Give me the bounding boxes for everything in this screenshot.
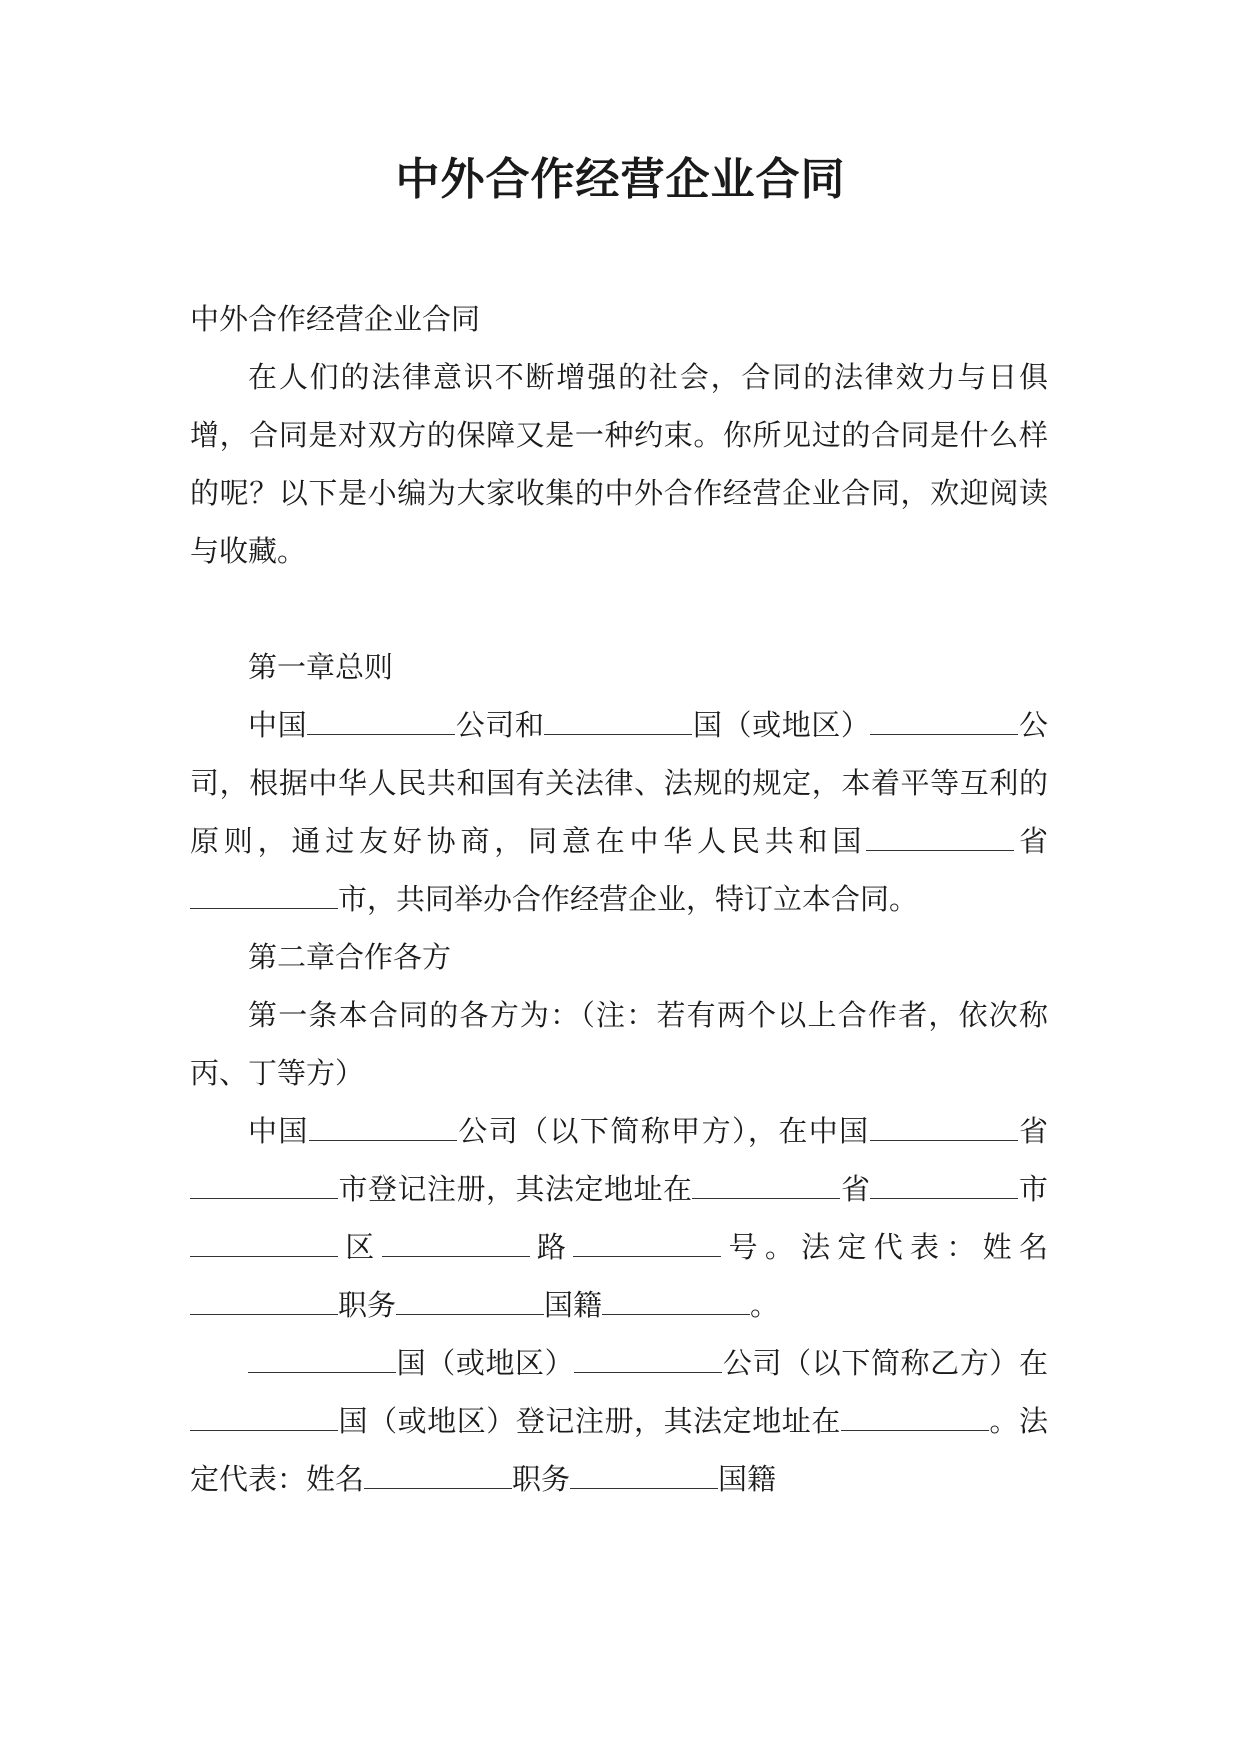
- blank-field: [364, 1487, 512, 1489]
- blank-field: [190, 1255, 338, 1257]
- blank-field: [248, 1371, 396, 1373]
- text-run: 公司和: [455, 708, 545, 742]
- text-run: 省: [1017, 1114, 1048, 1148]
- blank-field: [602, 1313, 750, 1315]
- text-run: 职务: [338, 1288, 397, 1322]
- text-run: 国（或地区）: [692, 708, 871, 742]
- blank-field: [190, 1197, 338, 1199]
- text-run: 市登记注册，其法定地址在: [338, 1172, 693, 1206]
- blank-field: [870, 1197, 1018, 1199]
- paragraph-gap: [190, 580, 1048, 638]
- blank-field: [692, 1197, 840, 1199]
- text-run: 。: [750, 1288, 780, 1322]
- text-run: 职务: [512, 1462, 571, 1496]
- text-run: 市: [1018, 1172, 1048, 1206]
- blank-field: [570, 1487, 718, 1489]
- blank-field: [573, 1255, 721, 1257]
- text-run: 号。法定代表：姓名: [721, 1230, 1048, 1264]
- document-title: 中外合作经营企业合同: [395, 154, 846, 205]
- text-run: 公司，根据中华人民共和国有关法律、法规的规定，本着平等互利的原则，通过友好协商，同意在中华人民共和国: [190, 708, 1048, 858]
- text-run: 路: [529, 1230, 574, 1264]
- chapter1-heading: 第一章总则: [248, 650, 394, 684]
- text-run: 中国: [248, 1114, 309, 1148]
- article1-paragraph: 第一条本合同的各方为：（注：若有两个以上合作者，依次称丙、丁等方）: [190, 998, 1048, 1090]
- blank-field: [190, 1429, 338, 1431]
- blank-field: [307, 733, 455, 735]
- text-run: 公司（以下简称乙方）在: [722, 1346, 1048, 1380]
- blank-field: [870, 733, 1018, 735]
- text-run: 中国: [248, 708, 308, 742]
- blank-field: [396, 1313, 544, 1315]
- blank-field: [544, 733, 692, 735]
- text-run: 省: [1014, 824, 1048, 858]
- blank-field: [841, 1429, 989, 1431]
- document-body: [190, 290, 1048, 1508]
- party-b-paragraph: [190, 1334, 1048, 1508]
- text-run: 公司（以下简称甲方），在中国: [456, 1114, 870, 1148]
- blank-field: [382, 1255, 530, 1257]
- text-run: 国籍: [544, 1288, 603, 1322]
- text-run: 国（或地区）: [396, 1346, 575, 1380]
- blank-field: [866, 849, 1014, 851]
- text-run: 国（或地区）登记注册，其法定地址在: [338, 1404, 841, 1438]
- blank-field: [190, 907, 338, 909]
- document-subtitle: 中外合作经营企业合同: [190, 302, 481, 336]
- blank-field: [870, 1139, 1018, 1141]
- chapter2-heading: 第二章合作各方: [248, 940, 452, 974]
- chapter1-paragraph: [190, 696, 1048, 928]
- text-run: 区: [338, 1230, 382, 1264]
- text-run: 国籍: [718, 1462, 777, 1496]
- text-run: 省: [840, 1172, 871, 1206]
- text-run: 市，共同举办合作经营企业，特订立本合同。: [338, 882, 919, 916]
- intro-paragraph: 在人们的法律意识不断增强的社会，合同的法律效力与日俱增，合同是对双方的保障又是一种约束。你所见过的合同是什么样的呢？以下是小编为大家收集的中外合作经营企业合同，欢迎阅读与收藏。: [190, 360, 1048, 568]
- blank-field: [574, 1371, 722, 1373]
- party-a-paragraph: [190, 1102, 1048, 1334]
- blank-field: [190, 1313, 338, 1315]
- blank-field: [309, 1139, 457, 1141]
- text-run: 。法定代表：姓名: [190, 1404, 1048, 1496]
